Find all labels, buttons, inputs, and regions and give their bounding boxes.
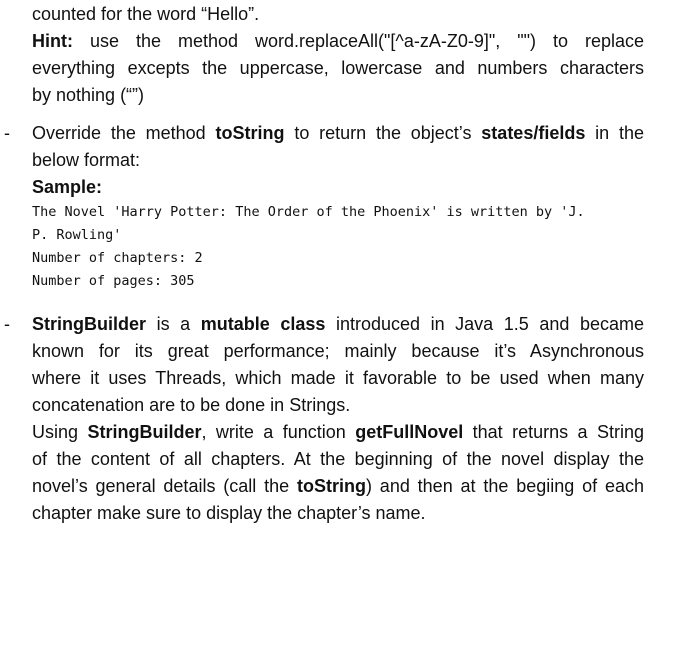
stringbuilder-term: StringBuilder bbox=[87, 422, 202, 442]
tostring-line-1 bbox=[32, 120, 644, 147]
hint-line-2: everything excepts the uppercase, lowercase and numbers characters bbox=[32, 58, 644, 78]
stringbuilder-line-8: chapter make sure to display the chapter’s name. bbox=[32, 503, 426, 523]
tostring-text-c: in the bbox=[595, 123, 644, 143]
hint-line-1 bbox=[32, 28, 644, 55]
stringbuilder-text: introduced in Java 1.5 and became bbox=[335, 314, 644, 334]
sample-code-line: The Novel 'Harry Potter: The Order of the Phoenix' is written by 'J. bbox=[32, 204, 585, 220]
stringbuilder-line-7 bbox=[32, 473, 644, 500]
get-full-novel-term: getFullNovel bbox=[355, 422, 464, 442]
tostring-text-a: Override the method bbox=[32, 123, 206, 143]
stringbuilder-text: is a bbox=[156, 314, 191, 334]
hint-label: Hint: bbox=[32, 31, 73, 51]
stringbuilder-line-2: known for its great performance; mainly because it’s Asynchronous bbox=[32, 341, 644, 361]
stringbuilder-line-3: where it uses Threads, which made it favorable to be used when many bbox=[32, 368, 644, 388]
sample-code-line: Number of pages: 305 bbox=[32, 273, 195, 289]
stringbuilder-text: ) and then at the begiing of each bbox=[365, 476, 644, 496]
sample-code-line: Number of chapters: 2 bbox=[32, 250, 203, 266]
sample-code-line: P. Rowling' bbox=[32, 227, 122, 243]
stringbuilder-line-4: concatenation are to be done in Strings. bbox=[32, 395, 351, 415]
stringbuilder-line-1 bbox=[32, 311, 644, 338]
bullet-marker: - bbox=[4, 314, 10, 334]
hint-line-3: by nothing (“”) bbox=[32, 85, 145, 105]
sample-label-text: Sample: bbox=[32, 177, 103, 197]
mutable-class-term: mutable class bbox=[200, 314, 326, 334]
tostring-fields-term: states/fields bbox=[481, 123, 586, 143]
stringbuilder-line-5 bbox=[32, 419, 644, 446]
tostring-method-name: toString bbox=[215, 123, 285, 143]
stringbuilder-text: , write a function bbox=[201, 422, 346, 442]
tostring-line-2: below format: bbox=[32, 150, 141, 170]
hint-text-1: use the method word.replaceAll("[^a-zA-Z0-9]", "") to replace bbox=[89, 31, 644, 51]
tostring-text-b: to return the object’s bbox=[294, 123, 472, 143]
bullet-marker: - bbox=[4, 123, 10, 143]
stringbuilder-text: Using bbox=[32, 422, 79, 442]
tostring-term: toString bbox=[296, 476, 366, 496]
stringbuilder-text: novel’s general details (call the bbox=[32, 476, 290, 496]
stringbuilder-term: StringBuilder bbox=[32, 314, 147, 334]
stringbuilder-text: that returns a String bbox=[472, 422, 644, 442]
intro-line: counted for the word “Hello”. bbox=[32, 4, 260, 24]
stringbuilder-line-6: of the content of all chapters. At the beginning of the novel display the bbox=[32, 449, 644, 469]
sample-label bbox=[32, 174, 644, 201]
